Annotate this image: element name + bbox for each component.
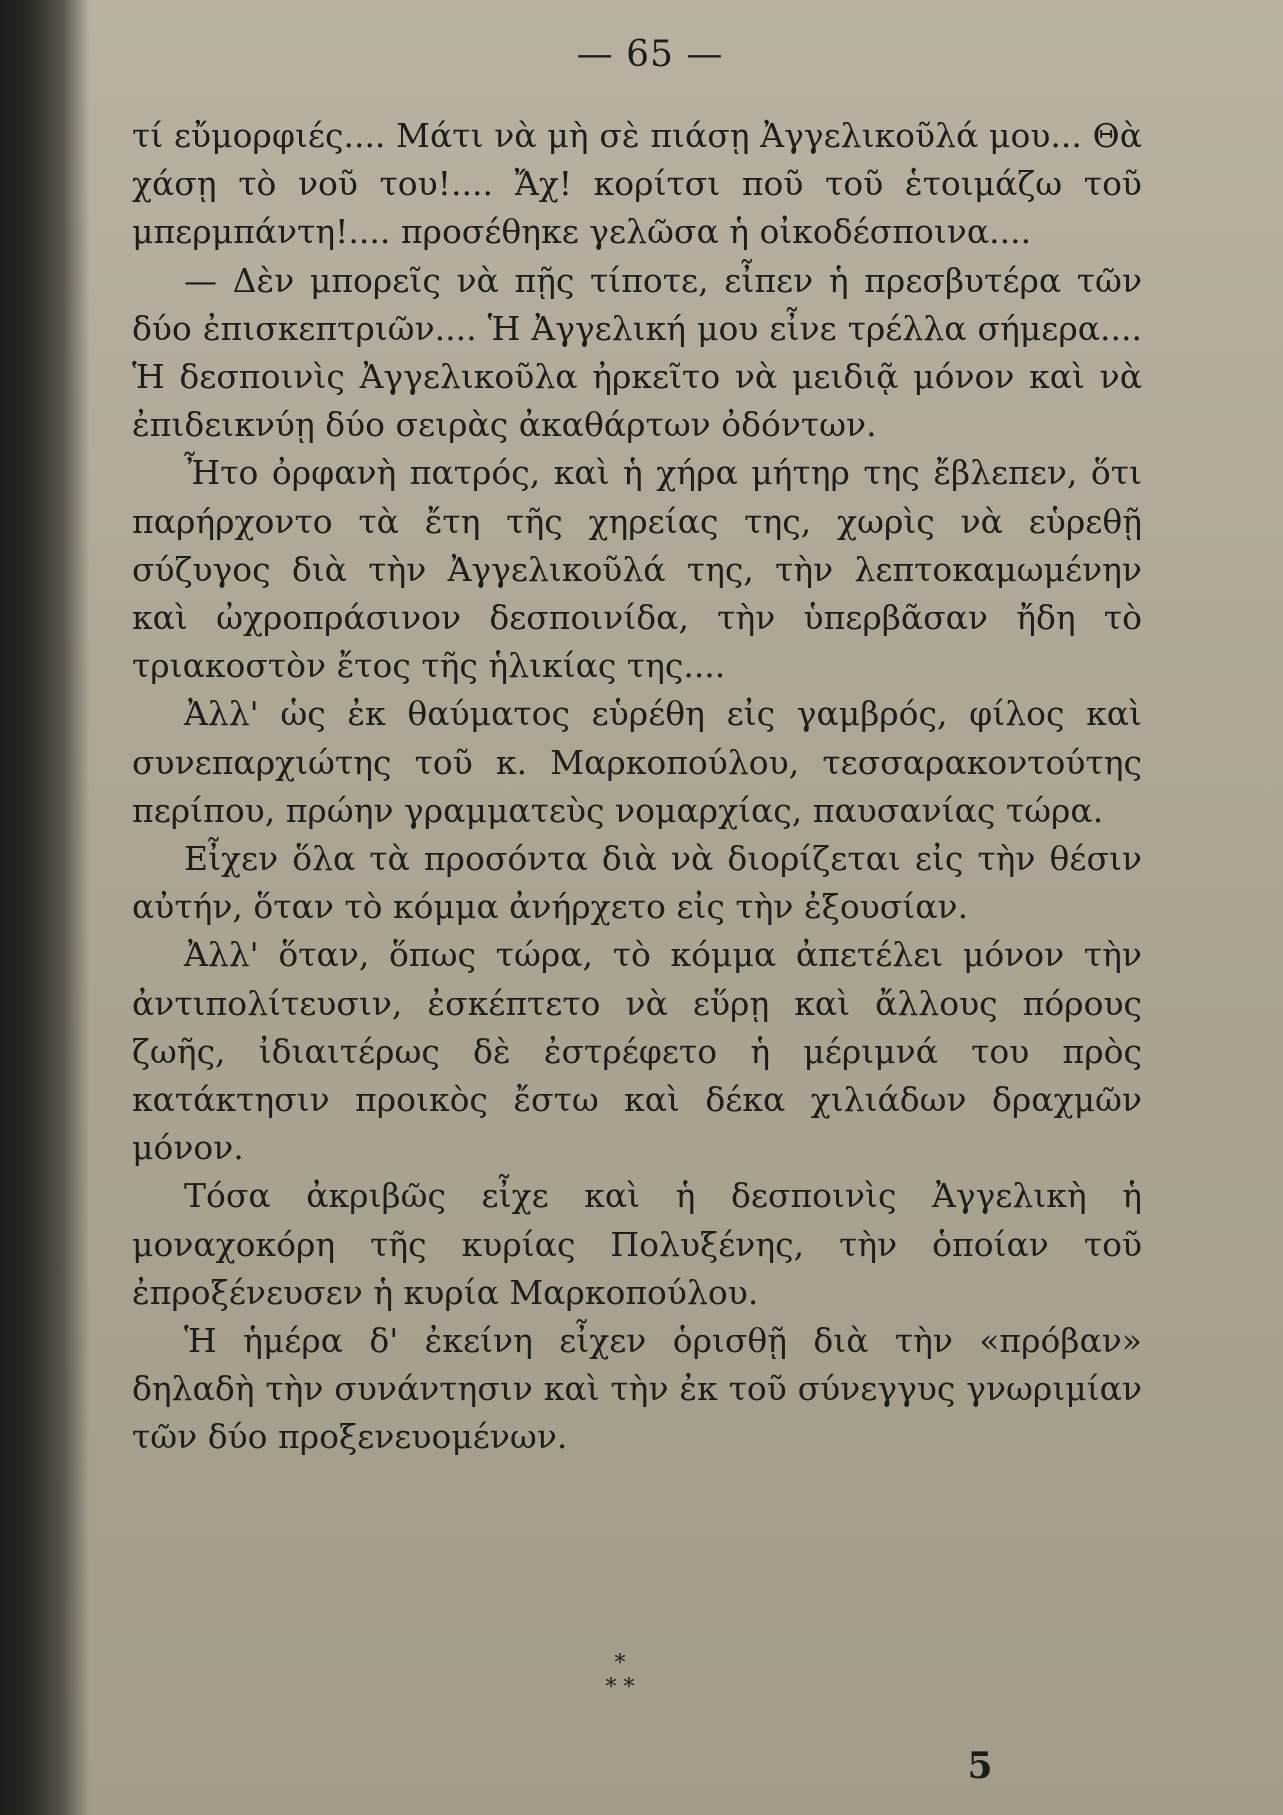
page-number: — 65 — [576,34,724,75]
paragraph: Ἡ ἡμέρα δ' ἐκείνη εἶχεν ὁρισθῇ διὰ τὴν «πρόβαν» δηλαδὴ τὴν συνάντησιν καὶ τὴν ἐκ τοῦ σύνεγγυς γνωριμίαν τῶν δύο προξενευομένων. [132,1321,1142,1457]
paragraph: Εἶχεν ὅλα τὰ προσόντα διὰ νὰ διορίζεται εἰς τὴν θέσιν αὐτήν, ὅταν τὸ κόμμα ἀνήρχετο εἰς τὴν ἐξουσίαν. [132,839,1142,927]
paragraph: Τόσα ἀκριβῶς εἶχε καὶ ἡ δεσποινὶς Ἀγγελικὴ ἡ μοναχοκόρη τῆς κυρίας Πολυξένης, τὴν ὁποίαν τοῦ ἐπροξένευσεν ἡ κυρία Μαρκοπούλου. [132,1176,1142,1312]
paragraph: τί εὔμορφιές.... Μάτι νὰ μὴ σὲ πιάσῃ Ἀγγελικοῦλά μου... Θὰ χάσῃ τὸ νοῦ του!.... Ἄχ! κορίτσι ποῦ τοῦ ἑτοιμάζω τοῦ μπερμπάντη!.... προσέθηκε γελῶσα ἡ οἰκοδέσποινα.... [132,116,1142,252]
paragraph: Ἀλλ' ὅταν, ὅπως τώρα, τὸ κόμμα ἀπετέλει μόνον τὴν ἀντιπολίτευσιν, ἐσκέπτετο νὰ εὕρῃ καὶ ἄλλους πόρους ζωῆς, ἰδιαιτέρως δὲ ἐστρέφετο ἡ μέριμνά του πρὸς κατάκτησιν προικὸς ἔστω καὶ δέκα χιλιάδων δραχμῶν μόνον. [132,935,1142,1168]
binding-shadow [0,0,90,1815]
body-text [132,112,1142,1462]
paragraph: Ἦτο ὀρφανὴ πατρός, καὶ ἡ χήρα μήτηρ της ἔβλεπεν, ὅτι παρήρχοντο τὰ ἔτη τῆς χηρείας της, χωρὶς νὰ εὑρεθῇ σύζυγος διὰ τὴν Ἀγγελικοῦλά της, τὴν λεπτοκαμωμένην καὶ ὠχροπράσινον δεσποινίδα, τὴν ὑπερβᾶσαν ἤδη τὸ τριακοστὸν ἔτος τῆς ἡλικίας της.... [132,453,1142,686]
asterism-top-star: * [614,1651,626,1676]
section-break-asterism [560,1652,680,1708]
paragraph: — Δὲν μπορεῖς νὰ πῇς τίποτε, εἶπεν ἡ πρεσβυτέρα τῶν δύο ἐπισκεπτριῶν.... Ἡ Ἀγγελική μου εἶνε τρέλλα σήμερα.... Ἡ δεσποινὶς Ἀγγελικοῦλα ἠρκεῖτο νὰ μειδιᾷ μόνον καὶ νὰ ἐπιδεικνύῃ δύο σειρὰς ἀκαθάρτων ὀδόντων. [132,260,1142,445]
asterism-bottom-stars: * * [605,1675,635,1700]
signature-mark: 5 [967,1745,993,1787]
paragraph: Ἀλλ' ὡς ἐκ θαύματος εὑρέθη εἰς γαμβρός, φίλος καὶ συνεπαρχιώτης τοῦ κ. Μαρκοπούλου, τεσσαρακοντούτης περίπου, πρώην γραμματεὺς νομαρχίας, παυσανίας τώρα. [132,694,1142,830]
